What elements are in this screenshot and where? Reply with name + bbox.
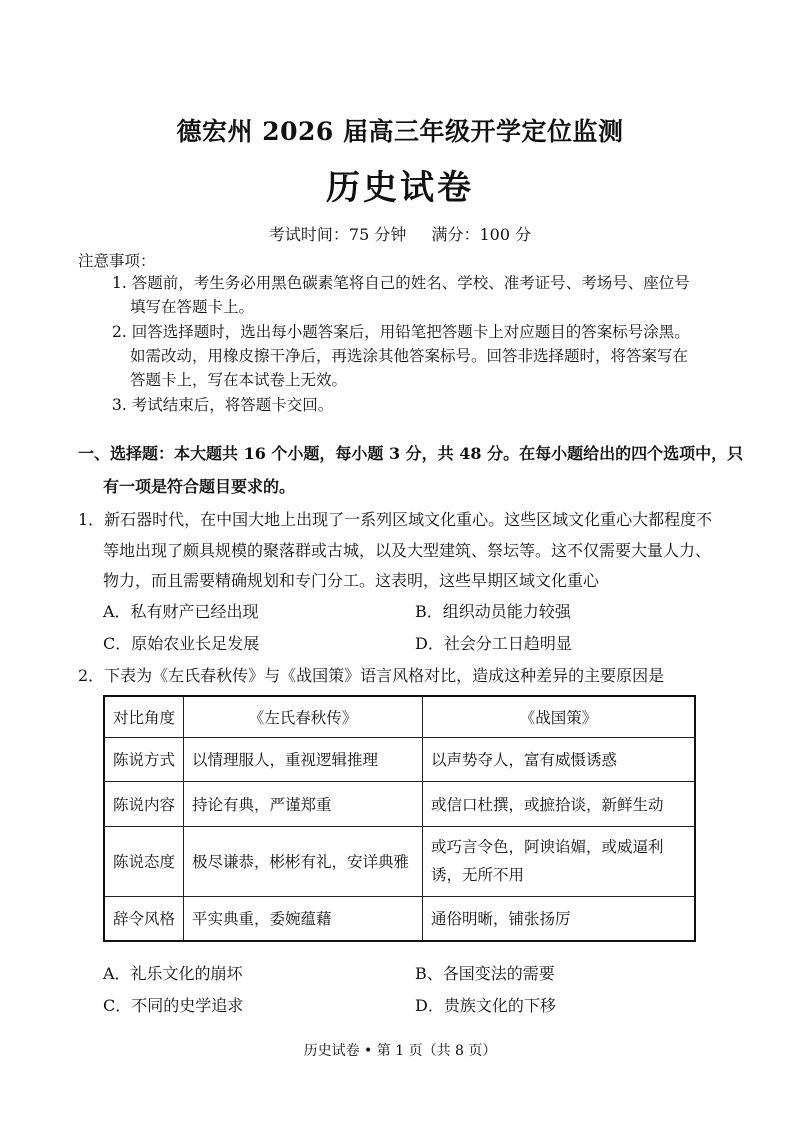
note-1-line-1: 1. 答题前，考生务必用黑色碳素笔将自己的姓名、学校、准考证号、考场号、座位号 xyxy=(112,274,690,292)
table-row xyxy=(104,737,695,781)
exam-time: 考试时间：75 分钟 xyxy=(268,225,407,244)
q2-option-d: D．贵族文化的下移 xyxy=(415,996,556,1015)
note-3-line-1: 3. 考试结束后，将答题卡交回。 xyxy=(112,396,334,414)
q1-option-b: B．组织动员能力较强 xyxy=(415,602,571,621)
table-header-cell: 《战国策》 xyxy=(423,696,696,737)
q1-stem-line-3: 物力，而且需要精确规划和专门分工。这表明，这些早期区域文化重心 xyxy=(103,571,600,590)
full-score: 满分：100 分 xyxy=(431,225,532,244)
table-row xyxy=(104,896,695,941)
table-row xyxy=(104,826,695,896)
q1-stem-line-2: 等地出现了颇具规模的聚落群或古城，以及大型建筑、祭坛等。这不仅需要大量人力、 xyxy=(103,541,712,560)
q2-stem: 2．下表为《左氏春秋传》与《战国策》语言风格对比，造成这种差异的主要原因是 xyxy=(78,666,665,685)
note-2-line-3: 答题卡上，写在本试卷上无效。 xyxy=(130,371,348,389)
table-cell: 或巧言令色，阿谀谄媚，或威逼利诱，无所不用 xyxy=(423,826,696,896)
table-cell: 陈说态度 xyxy=(104,826,184,896)
comparison-table xyxy=(103,695,696,942)
table-header-cell: 对比角度 xyxy=(104,696,184,737)
q2-option-c: C．不同的史学追求 xyxy=(103,996,244,1015)
note-2-line-1: 2. 回答选择题时，选出每小题答案后，用铅笔把答题卡上对应题目的答案标号涂黑。 xyxy=(112,323,690,341)
table-header-cell: 《左氏春秋传》 xyxy=(184,696,423,737)
note-2-line-2: 如需改动，用橡皮擦干净后，再选涂其他答案标号。回答非选择题时，将答案写在 xyxy=(130,347,689,365)
table-row xyxy=(104,781,695,826)
table-cell: 以情理服人，重视逻辑推理 xyxy=(184,737,423,781)
exam-title: 德宏州 2026 届高三年级开学定位监测 xyxy=(176,117,624,146)
table-cell: 持论有典，严谨郑重 xyxy=(184,781,423,826)
section-1-header-cont: 有一项是符合题目要求的。 xyxy=(103,477,296,496)
table-cell: 平实典重，委婉蕴藉 xyxy=(184,896,423,941)
q2-option-a: A．礼乐文化的崩坏 xyxy=(103,964,243,983)
table-header-row xyxy=(104,696,695,737)
subject-title: 历史试卷 xyxy=(326,168,474,208)
q1-option-d: D．社会分工日趋明显 xyxy=(415,634,572,653)
q1-stem-line-1: 1．新石器时代，在中国大地上出现了一系列区域文化重心。这些区域文化重心大都程度不 xyxy=(78,510,713,529)
section-1-header: 一、选择题：本大题共 16 个小题，每小题 3 分，共 48 分。在每小题给出的四个选项中，只 xyxy=(78,444,744,463)
table-cell: 通俗明晰，铺张扬厉 xyxy=(423,896,696,941)
page-footer: 历史试卷 • 第 1 页（共 8 页） xyxy=(303,1043,497,1059)
table-cell: 陈说方式 xyxy=(104,737,184,781)
table-cell: 陈说内容 xyxy=(104,781,184,826)
note-1-line-2: 填写在答题卡上。 xyxy=(130,298,255,316)
q2-option-b: B、各国变法的需要 xyxy=(415,964,555,983)
table-cell: 以声势夺人，富有威慑诱惑 xyxy=(423,737,696,781)
table-cell: 辞令风格 xyxy=(104,896,184,941)
exam-info xyxy=(0,222,800,245)
q1-option-c: C．原始农业长足发展 xyxy=(103,634,260,653)
table-cell: 极尽谦恭，彬彬有礼，安详典雅 xyxy=(184,826,423,896)
table-cell: 或信口杜撰，或摭拾谈，新鲜生动 xyxy=(423,781,696,826)
q1-option-a: A．私有财产已经出现 xyxy=(103,602,259,621)
notes-heading: 注意事项： xyxy=(78,252,156,270)
